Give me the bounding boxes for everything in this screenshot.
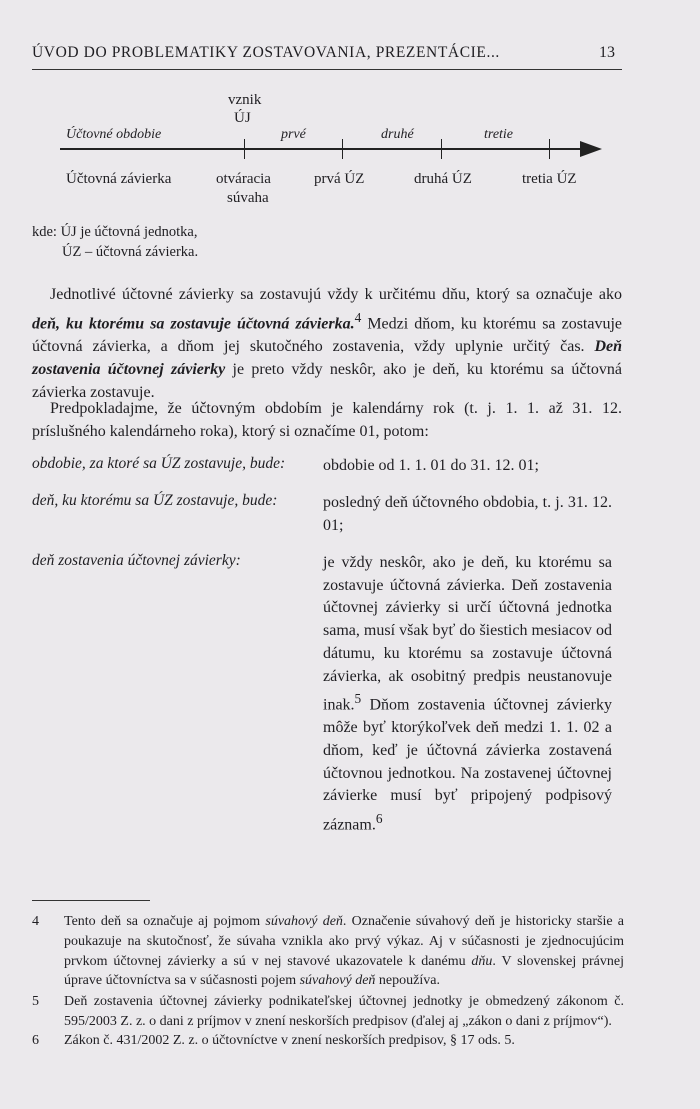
para1-bold-term: deň, ku ktorému sa zostavuje účtovná závierka. [32, 315, 355, 333]
below-label-opening: otváracia [216, 171, 271, 187]
para1-text-b: Medzi dňom, ku ktorému sa zostavuje účtovná závierka, a dňom jej skutočného zostavenia, vždy uplynie určitý čas. [32, 315, 623, 355]
period-label: Účtovné obdobie [66, 127, 162, 142]
below-label-third: tretia ÚZ [522, 171, 577, 187]
footnote-text: Zákon č. 431/2002 Z. z. o účtovníctve v znení neskorších predpisov, § 17 ods. 5. [64, 1033, 515, 1048]
timeline-arrow-head [580, 141, 602, 157]
definition-term: obdobie, za ktoré sa ÚZ zostavuje, bude: [32, 455, 286, 472]
fn4-text-c: . V slovenskej právnej úprave účtovníctva sa v súčasnosti pojem [64, 953, 624, 989]
tick-second [441, 139, 442, 159]
footnote-6 [32, 1031, 624, 1051]
legend-line-uz: ÚZ – účtovná závierka. [62, 244, 199, 260]
abbreviation-legend [32, 222, 198, 262]
definition-desc-part-a: je vždy neskôr, ako je deň, ku ktorému sa zostavuje účtovná závierka. Deň zostavenia účtovnej závierky si určí účtovná jednotka sama, musí však byť do šiestich mesiacov od dátumu, ku ktorému sa zostavuje účtovná závierka, ak osobitný predpis neustanovuje inak. [323, 554, 612, 714]
footnote-mark: 6 [32, 1033, 39, 1048]
fn4-italic-b: dňu [471, 953, 493, 969]
below-label-second: druhá ÚZ [414, 171, 472, 187]
fn4-text-b: . Označenie súvahový deň je historicky staršie a poukazuje na skutočnosť, že súvaha vznikla ako prvý výkaz. Aj v súčasnosti je zjednocujúcim prvkom účtovnej závierky a sú v nej stavové ukazovatele k danému [64, 914, 624, 969]
definition-desc-part-b: Dňom zostavenia účtovnej závierky môže byť ktorýkoľvek deň medzi 1. 1. 02 a dňom, keď je účtovná závierka zostavená účtovnou jednotkou. Na zostavenej účtovnej závierke musí byť pripojený podpisový záznam. [323, 696, 612, 834]
footnote-separator [32, 900, 150, 901]
definition-desc: posledný deň účtovného obdobia, t. j. 31. 12. 01; [323, 494, 612, 534]
fn4-italic-c: súvahový deň [299, 973, 376, 989]
segment-label-first: prvé [281, 127, 306, 142]
below-label-balance: súvaha [227, 190, 269, 206]
below-label-first: prvá ÚZ [314, 171, 365, 187]
fn4-italic-a: súvahový deň [265, 914, 343, 929]
below-label-statement: Účtovná závierka [66, 171, 172, 187]
paragraph-balance-date [32, 284, 622, 404]
footnote-text: Deň zostavenia účtovnej závierky podnikateľskej účtovnej jednotky je obmedzený zákonom č. 595/2003 Z. z. o dani z príjmov v znení neskorších predpisov (ďalej aj „zákon o dani z príjmov“). [64, 994, 624, 1029]
definition-desc: obdobie od 1. 1. 01 do 31. 12. 01; [323, 457, 539, 474]
tick-opening [244, 139, 245, 159]
definition-desc [323, 552, 612, 837]
footnote-ref-5: 5 [354, 691, 362, 707]
header-rule [32, 69, 622, 70]
footnote-ref-6: 6 [375, 811, 383, 827]
definition-term: deň, ku ktorému sa ÚZ zostavuje, bude: [32, 492, 278, 509]
legend-line-uj: kde: ÚJ je účtovná jednotka, [32, 224, 198, 240]
para1-text-c: je preto vždy neskôr, ako je deň, ku ktorému sa účtovná závierka zostavuje. [32, 360, 623, 401]
footnote-5 [32, 992, 624, 1032]
accounting-period-timeline [60, 92, 620, 212]
origin-label-vznik: vznik [228, 92, 262, 108]
footnote-ref-4: 4 [354, 309, 362, 325]
running-head: ÚVOD DO PROBLEMATIKY ZOSTAVOVANIA, PREZENTÁCIE... [32, 44, 500, 61]
para1-bold-term-2: Deň zostavenia účtovnej závierky [32, 337, 622, 378]
segment-label-second: druhé [381, 127, 414, 142]
tick-first [342, 139, 343, 159]
segment-label-third: tretie [484, 127, 514, 142]
page-number: 13 [599, 44, 615, 61]
fn4-text-a: Tento deň sa označuje aj pojmom [64, 914, 266, 929]
tick-third [549, 139, 550, 159]
timeline-axis [60, 148, 585, 150]
para1-text-a: Jednotlivé účtovné závierky sa zostavujú vždy k určitému dňu, ktorý sa označuje ako [50, 286, 622, 303]
origin-label-uj: ÚJ [234, 110, 251, 126]
paragraph-assumption: Predpokladajme, že účtovným obdobím je kalendárny rok (t. j. 1. 1. až 31. 12. príslušného kalendárneho roka), ktorý si označíme 01, potom: [32, 400, 622, 440]
footnote-4 [32, 912, 624, 991]
footnote-text [64, 912, 624, 991]
definition-term: deň zostavenia účtovnej závierky: [32, 552, 241, 569]
fn4-text-d: nepoužíva. [375, 973, 440, 989]
footnote-mark: 4 [32, 914, 39, 929]
footnote-mark: 5 [32, 994, 39, 1009]
